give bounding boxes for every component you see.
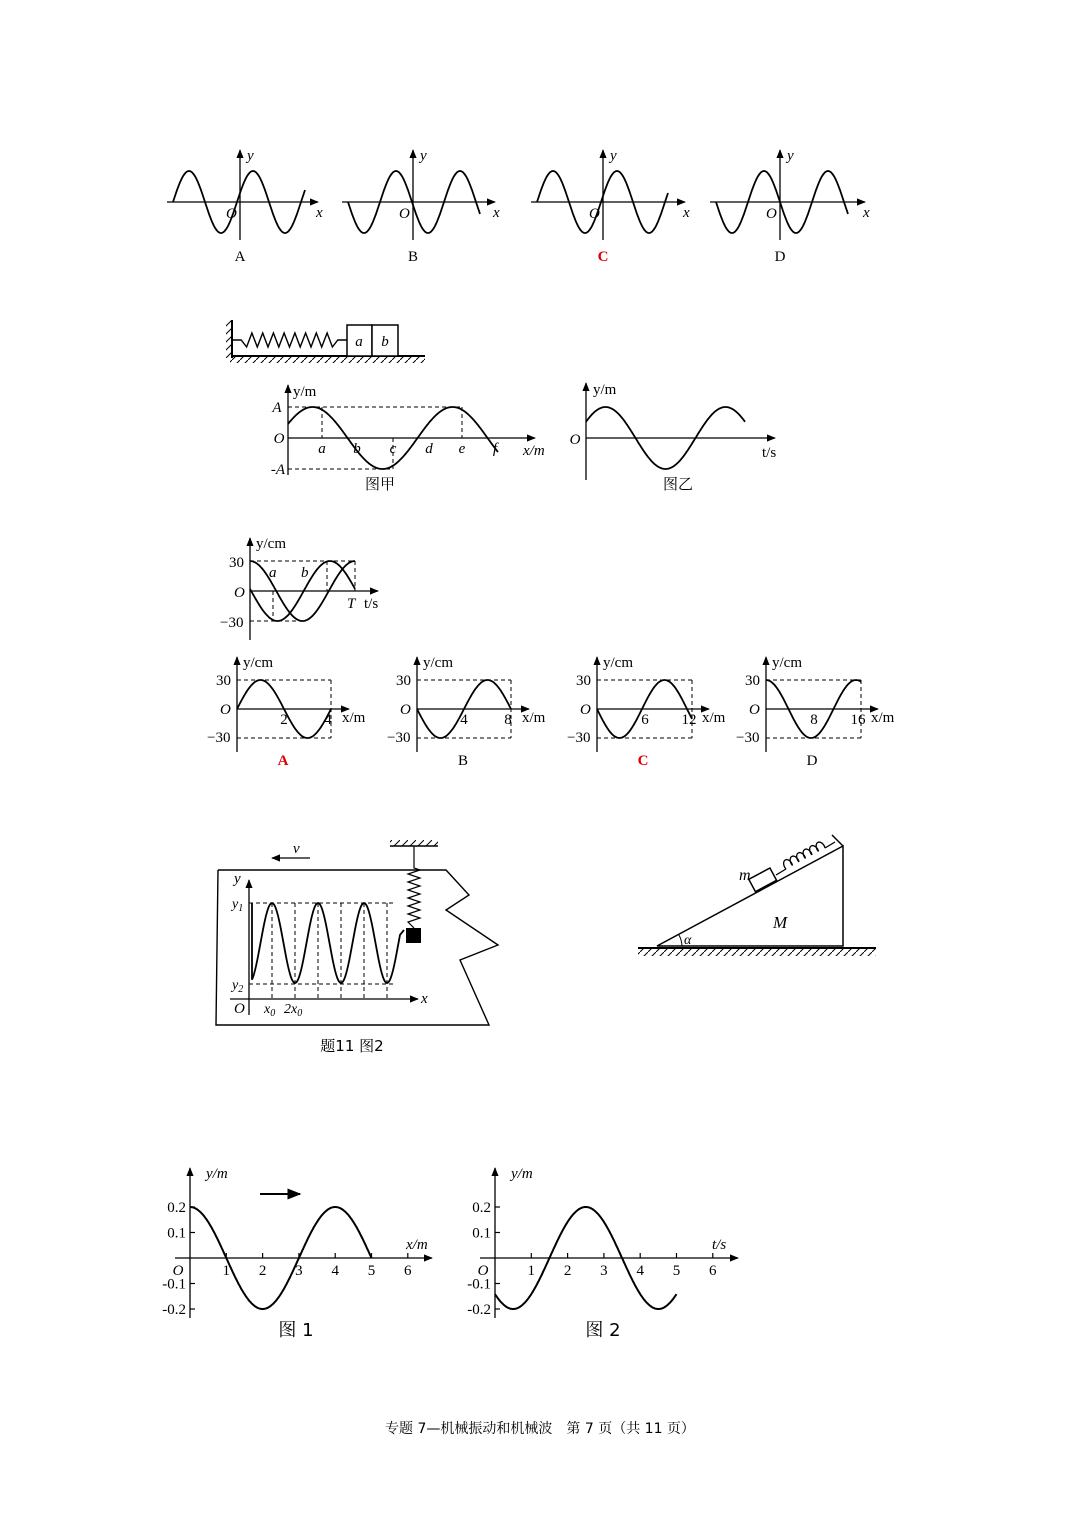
page-footer: 专题 7—机械振动和机械波 第 7 页（共 11 页） bbox=[385, 1421, 695, 1437]
wall-hatch bbox=[226, 320, 232, 358]
q11-spring bbox=[408, 846, 420, 928]
figure-jia bbox=[271, 384, 545, 493]
jia-point-e: e bbox=[458, 441, 466, 457]
fig1-xlabel: x/m bbox=[406, 1237, 428, 1253]
row2-xlabel: x/m bbox=[522, 710, 546, 726]
row2-y-neg: −30 bbox=[736, 730, 760, 746]
row2-xlabel: x/m bbox=[702, 710, 726, 726]
q11-y1-label: $y_1$ bbox=[232, 897, 244, 914]
fig1-ylabel: y/m bbox=[206, 1166, 228, 1182]
yi-origin: O bbox=[569, 432, 581, 448]
q11-origin: O bbox=[234, 1001, 245, 1017]
fig1-caption: 图 1 bbox=[278, 1320, 314, 1341]
row1-option-C bbox=[531, 148, 690, 265]
ab-y-pos: 30 bbox=[229, 555, 244, 571]
row2-tick: 2 bbox=[280, 712, 288, 728]
row2-tick: 16 bbox=[850, 712, 866, 728]
block-b-label: b bbox=[381, 334, 389, 350]
row2-y-pos: 30 bbox=[576, 673, 591, 689]
fig2-y-tick-label: 0.2 bbox=[472, 1200, 491, 1216]
row1-option-D bbox=[710, 148, 870, 265]
row2-option-D bbox=[736, 655, 895, 769]
ab-label-a: a bbox=[269, 565, 277, 581]
row1-origin: O bbox=[226, 206, 237, 222]
fig1-x-tick-label: 2 bbox=[258, 1263, 267, 1279]
row2-tick: 4 bbox=[324, 712, 332, 728]
jia-point-f: f bbox=[492, 441, 498, 457]
q11-dashed-guides bbox=[249, 903, 395, 999]
figure-yi bbox=[570, 382, 777, 493]
q11-2x0-label: $2x_0$ bbox=[284, 1002, 303, 1019]
row1-x-label: x bbox=[683, 205, 690, 221]
row1-option-graphs bbox=[167, 148, 870, 265]
q11-mass-block bbox=[406, 928, 421, 943]
row2-y-pos: 30 bbox=[396, 673, 411, 689]
yi-xlabel: t/s bbox=[762, 445, 777, 461]
jia-xlabel: x/m bbox=[523, 443, 545, 459]
row2-option-label: B bbox=[457, 753, 469, 769]
figure-1 bbox=[162, 1166, 432, 1341]
ab-origin: O bbox=[234, 585, 245, 601]
row2-y-pos: 30 bbox=[745, 673, 760, 689]
fig1-x-tick-label: 6 bbox=[404, 1263, 412, 1279]
fig1-x-tick-label: 1 bbox=[222, 1263, 231, 1279]
jia-point-a: a bbox=[318, 441, 326, 457]
row2-tick: 6 bbox=[641, 712, 649, 728]
row2-ylabel: y/cm bbox=[243, 655, 273, 671]
jia-point-c: c bbox=[389, 441, 397, 457]
fig2-x-tick-label: 2 bbox=[563, 1263, 572, 1279]
q11-x-label: x bbox=[421, 991, 428, 1007]
yi-ylabel: y/m bbox=[593, 382, 617, 398]
row1-option-label: C bbox=[597, 249, 609, 265]
row2-origin: O bbox=[220, 702, 231, 718]
q11-ceiling-hatch bbox=[390, 840, 438, 846]
row1-x-label: x bbox=[863, 205, 870, 221]
row2-xlabel: x/m bbox=[871, 710, 895, 726]
fig2-x-tick-label: 1 bbox=[527, 1263, 536, 1279]
q11-paper-outline bbox=[216, 870, 498, 1025]
row2-ylabel: y/cm bbox=[603, 655, 633, 671]
jia-point-b: b bbox=[353, 441, 361, 457]
spring-coil bbox=[232, 333, 347, 347]
row2-tick: 8 bbox=[810, 712, 818, 728]
ab-ylabel: y/cm bbox=[256, 536, 286, 552]
fig2-x-tick-label: 6 bbox=[709, 1263, 717, 1279]
row2-tick: 4 bbox=[460, 712, 468, 728]
incline-M-label: M bbox=[773, 913, 788, 932]
yi-caption: 图乙 bbox=[662, 475, 694, 493]
fig1-x-tick-label: 3 bbox=[295, 1263, 303, 1279]
row2-option-B bbox=[387, 655, 546, 769]
fig2-y-tick-label: -0.1 bbox=[467, 1276, 491, 1293]
figure-2 bbox=[467, 1166, 738, 1341]
row2-origin: O bbox=[580, 702, 591, 718]
incline-ground-hatch bbox=[638, 948, 876, 956]
incline-m-label: m bbox=[739, 867, 751, 884]
row2-tick: 12 bbox=[681, 712, 697, 728]
q11-x0-label: $x_0$ bbox=[264, 1002, 276, 1019]
fig2-x-tick-label: 3 bbox=[600, 1263, 608, 1279]
row2-option-C bbox=[567, 655, 726, 769]
figure-incline bbox=[638, 835, 876, 956]
q11-y-label: y bbox=[234, 871, 241, 887]
fig1-x-tick-label: 4 bbox=[331, 1263, 339, 1279]
ab-label-b: b bbox=[301, 565, 309, 581]
q11-velocity-label: v bbox=[293, 841, 300, 857]
row1-y-label: y bbox=[610, 148, 617, 164]
fig1-y-tick-label: 0.1 bbox=[167, 1225, 186, 1242]
row2-option-label: C bbox=[637, 753, 649, 769]
q11-y2-label: $y_2$ bbox=[232, 978, 244, 995]
row1-option-label: A bbox=[234, 249, 246, 265]
fig2-xlabel: t/s bbox=[712, 1237, 727, 1253]
ab-y-neg: −30 bbox=[220, 615, 244, 631]
row1-y-label: y bbox=[787, 148, 794, 164]
fig1-origin: O bbox=[172, 1263, 184, 1279]
row1-origin: O bbox=[766, 206, 777, 222]
row2-option-label: D bbox=[806, 753, 818, 769]
row2-y-neg: −30 bbox=[387, 730, 411, 746]
row1-option-A bbox=[167, 148, 323, 265]
ab-period: T bbox=[347, 596, 356, 612]
fig2-origin: O bbox=[477, 1263, 489, 1279]
figure-ab-vibration bbox=[220, 536, 378, 640]
row2-tick: 8 bbox=[504, 712, 512, 728]
row1-option-label: D bbox=[774, 249, 786, 265]
row2-y-neg: −30 bbox=[207, 730, 231, 746]
row2-origin: O bbox=[400, 702, 411, 718]
row1-origin: O bbox=[589, 206, 600, 222]
incline-wedge bbox=[657, 846, 843, 946]
ab-xlabel: t/s bbox=[364, 596, 379, 612]
incline-angle-label: α bbox=[684, 933, 692, 948]
incline-top-post bbox=[832, 835, 843, 846]
fig2-caption: 图 2 bbox=[585, 1320, 621, 1341]
jia-ylabel-text: y/m bbox=[293, 384, 317, 400]
row2-y-neg: −30 bbox=[567, 730, 591, 746]
fig1-y-tick-label: -0.1 bbox=[162, 1276, 186, 1293]
row2-xlabel: x/m bbox=[342, 710, 366, 726]
fig2-x-tick-label: 4 bbox=[636, 1263, 644, 1279]
fig1-x-tick-label: 5 bbox=[367, 1263, 376, 1279]
spring-block-diagram bbox=[226, 320, 425, 363]
row2-option-A bbox=[207, 655, 366, 769]
row2-option-label: A bbox=[277, 753, 289, 769]
figure-q11 bbox=[216, 840, 498, 1055]
jia-caption: 图甲 bbox=[364, 475, 396, 493]
row1-y-label: y bbox=[247, 148, 254, 164]
row2-option-graphs bbox=[207, 655, 895, 769]
fig2-ylabel: y/m bbox=[511, 1166, 533, 1182]
row1-option-label: B bbox=[407, 249, 419, 265]
row1-y-label: y bbox=[420, 148, 427, 164]
fig2-x-tick-label: 5 bbox=[672, 1263, 681, 1279]
row2-origin: O bbox=[749, 702, 760, 718]
row2-ylabel: y/cm bbox=[772, 655, 802, 671]
jia-point-d: d bbox=[425, 441, 433, 457]
fig2-y-tick-label: -0.2 bbox=[467, 1302, 491, 1318]
fig1-y-tick-label: 0.2 bbox=[167, 1200, 186, 1216]
jia-amp-pos: A bbox=[272, 400, 282, 416]
row1-x-label: x bbox=[316, 205, 323, 221]
row2-y-pos: 30 bbox=[216, 673, 231, 689]
row1-option-B bbox=[342, 148, 500, 265]
row2-ylabel: y/cm bbox=[423, 655, 453, 671]
q11-caption: 题11 图2 bbox=[320, 1037, 384, 1055]
row1-x-label: x bbox=[493, 205, 500, 221]
fig1-y-tick-label: -0.2 bbox=[162, 1302, 186, 1318]
block-a-label: a bbox=[355, 334, 363, 350]
floor-hatch bbox=[230, 356, 425, 363]
q11-trace-curve bbox=[252, 903, 404, 983]
row1-origin: O bbox=[399, 206, 410, 222]
jia-amp-neg: -A bbox=[270, 462, 286, 478]
fig2-y-tick-label: 0.1 bbox=[472, 1225, 491, 1242]
jia-origin: O bbox=[273, 431, 285, 447]
